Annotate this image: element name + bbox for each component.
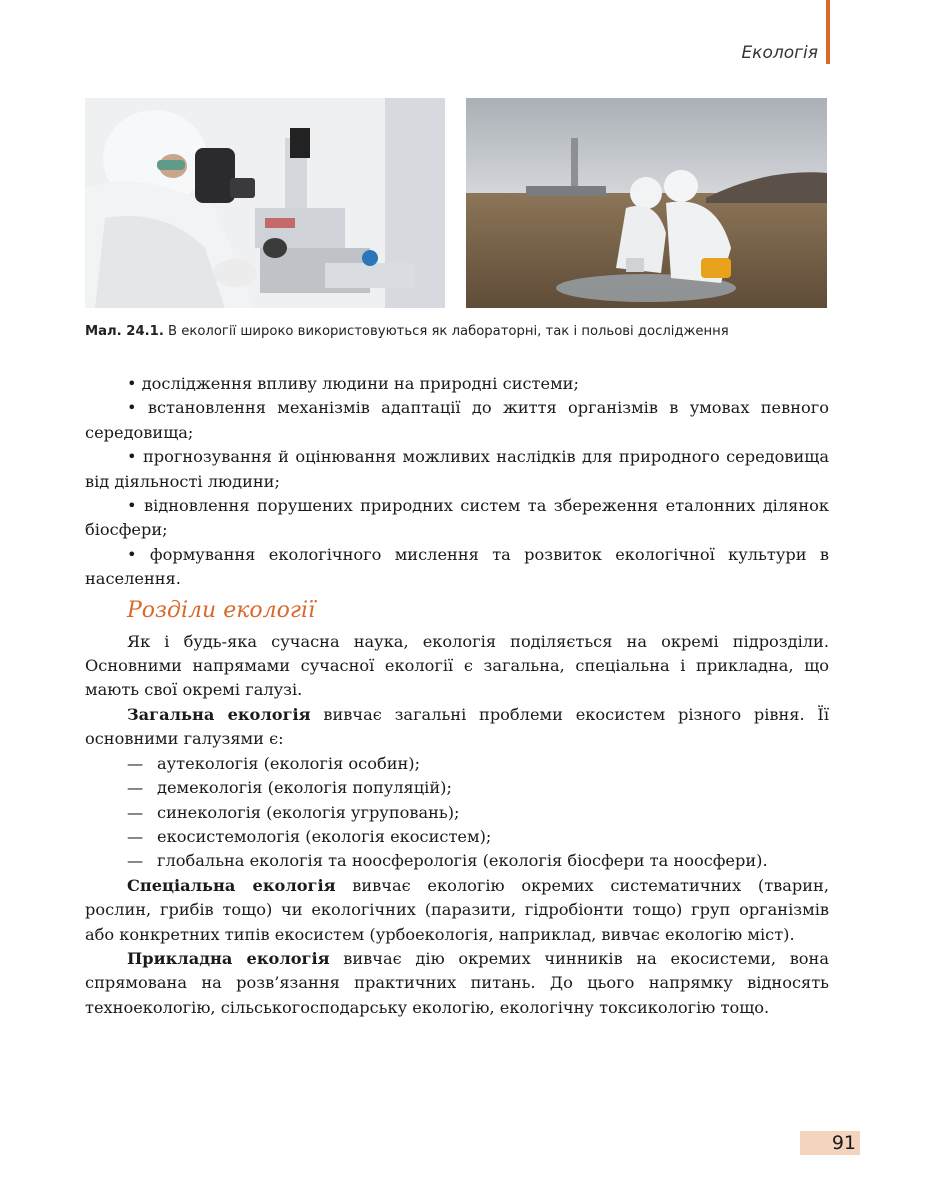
section-heading: Розділи екології [127, 597, 316, 623]
general-ecology-term: Загальна екологія [127, 704, 311, 724]
branch-item [85, 801, 829, 825]
branch-item [85, 752, 829, 776]
field-research-photo [466, 98, 827, 308]
running-header: Екологія [741, 43, 818, 63]
branch-text: глобальна екологія та ноосферологія (екологія біосфери та ноосфери). [157, 851, 768, 871]
dash-marker: — [127, 753, 144, 773]
dash-marker: — [127, 778, 144, 798]
figure-caption-text: В екології широко використовуються як лабораторні, так і польові дослідження [163, 324, 729, 339]
lab-scene-illustration [85, 98, 445, 308]
figure-caption [85, 324, 845, 339]
bullet-item: • формування екологічного мислення та розвиток екологічної культури в населення. [85, 544, 829, 589]
figure-caption-label: Мал. 24.1. [85, 324, 164, 339]
special-ecology-paragraph [85, 874, 829, 947]
dash-marker: — [127, 851, 144, 871]
bullet-item: • прогнозування й оцінювання можливих наслідків для природного середовища від діяльності людини; [85, 447, 829, 491]
branch-item [85, 825, 829, 849]
branch-text: аутекологія (екологія особин); [157, 753, 421, 773]
dash-marker: — [127, 802, 144, 822]
branch-text: демекологія (екологія популяцій); [157, 778, 452, 798]
intro-paragraph: Як і будь-яка сучасна наука, екологія поділяється на окремі підрозділи. Основними напрямами сучасної екології є загальна, спеціальна і прикладна, що мають свої окремі галузі. [85, 631, 829, 700]
applied-ecology-text: вивчає дію окремих чинників на екосистеми, вона спрямована на розв’язання практичних питань. До цього напрямку відносять техноекологію, сільськогосподарську екологію, екологічну токсикологію тощо. [85, 948, 829, 1017]
branch-text: синекологія (екологія угруповань); [157, 802, 460, 822]
general-ecology-text: вивчає загальні проблеми екосистем різного рівня. Її основними галузями є: [85, 704, 830, 749]
applied-ecology-term: Прикладна екологія [127, 948, 330, 968]
applied-ecology-paragraph [85, 947, 829, 1020]
field-scene-illustration [466, 98, 827, 308]
bullet-item: • дослідження впливу людини на природні системи; [127, 374, 579, 393]
bullet-item: • відновлення порушених природних систем та збереження еталонних ділянок біосфери; [85, 496, 829, 540]
lab-research-photo [85, 98, 445, 308]
bullet-item: • встановлення механізмів адаптації до життя організмів в умовах певного середовища; [85, 398, 829, 442]
header-accent-bar [826, 0, 830, 64]
special-ecology-text: вивчає екологію окремих систематичних (тварин, рослин, грибів тощо) чи екологічних (паразити, гідробіонти тощо) груп організмів або конкретних типів екосистем (урбоекологія, наприклад, вивчає екологію міст). [85, 875, 829, 944]
dash-marker: — [127, 826, 144, 846]
main-text [85, 372, 829, 1020]
branch-text: екосистемологія (екологія екосистем); [157, 826, 492, 846]
page-number: 91 [800, 1131, 860, 1155]
special-ecology-term: Спеціальна екологія [127, 875, 336, 895]
branch-item [85, 849, 829, 873]
branch-item [85, 776, 829, 800]
general-ecology-paragraph [85, 703, 829, 752]
